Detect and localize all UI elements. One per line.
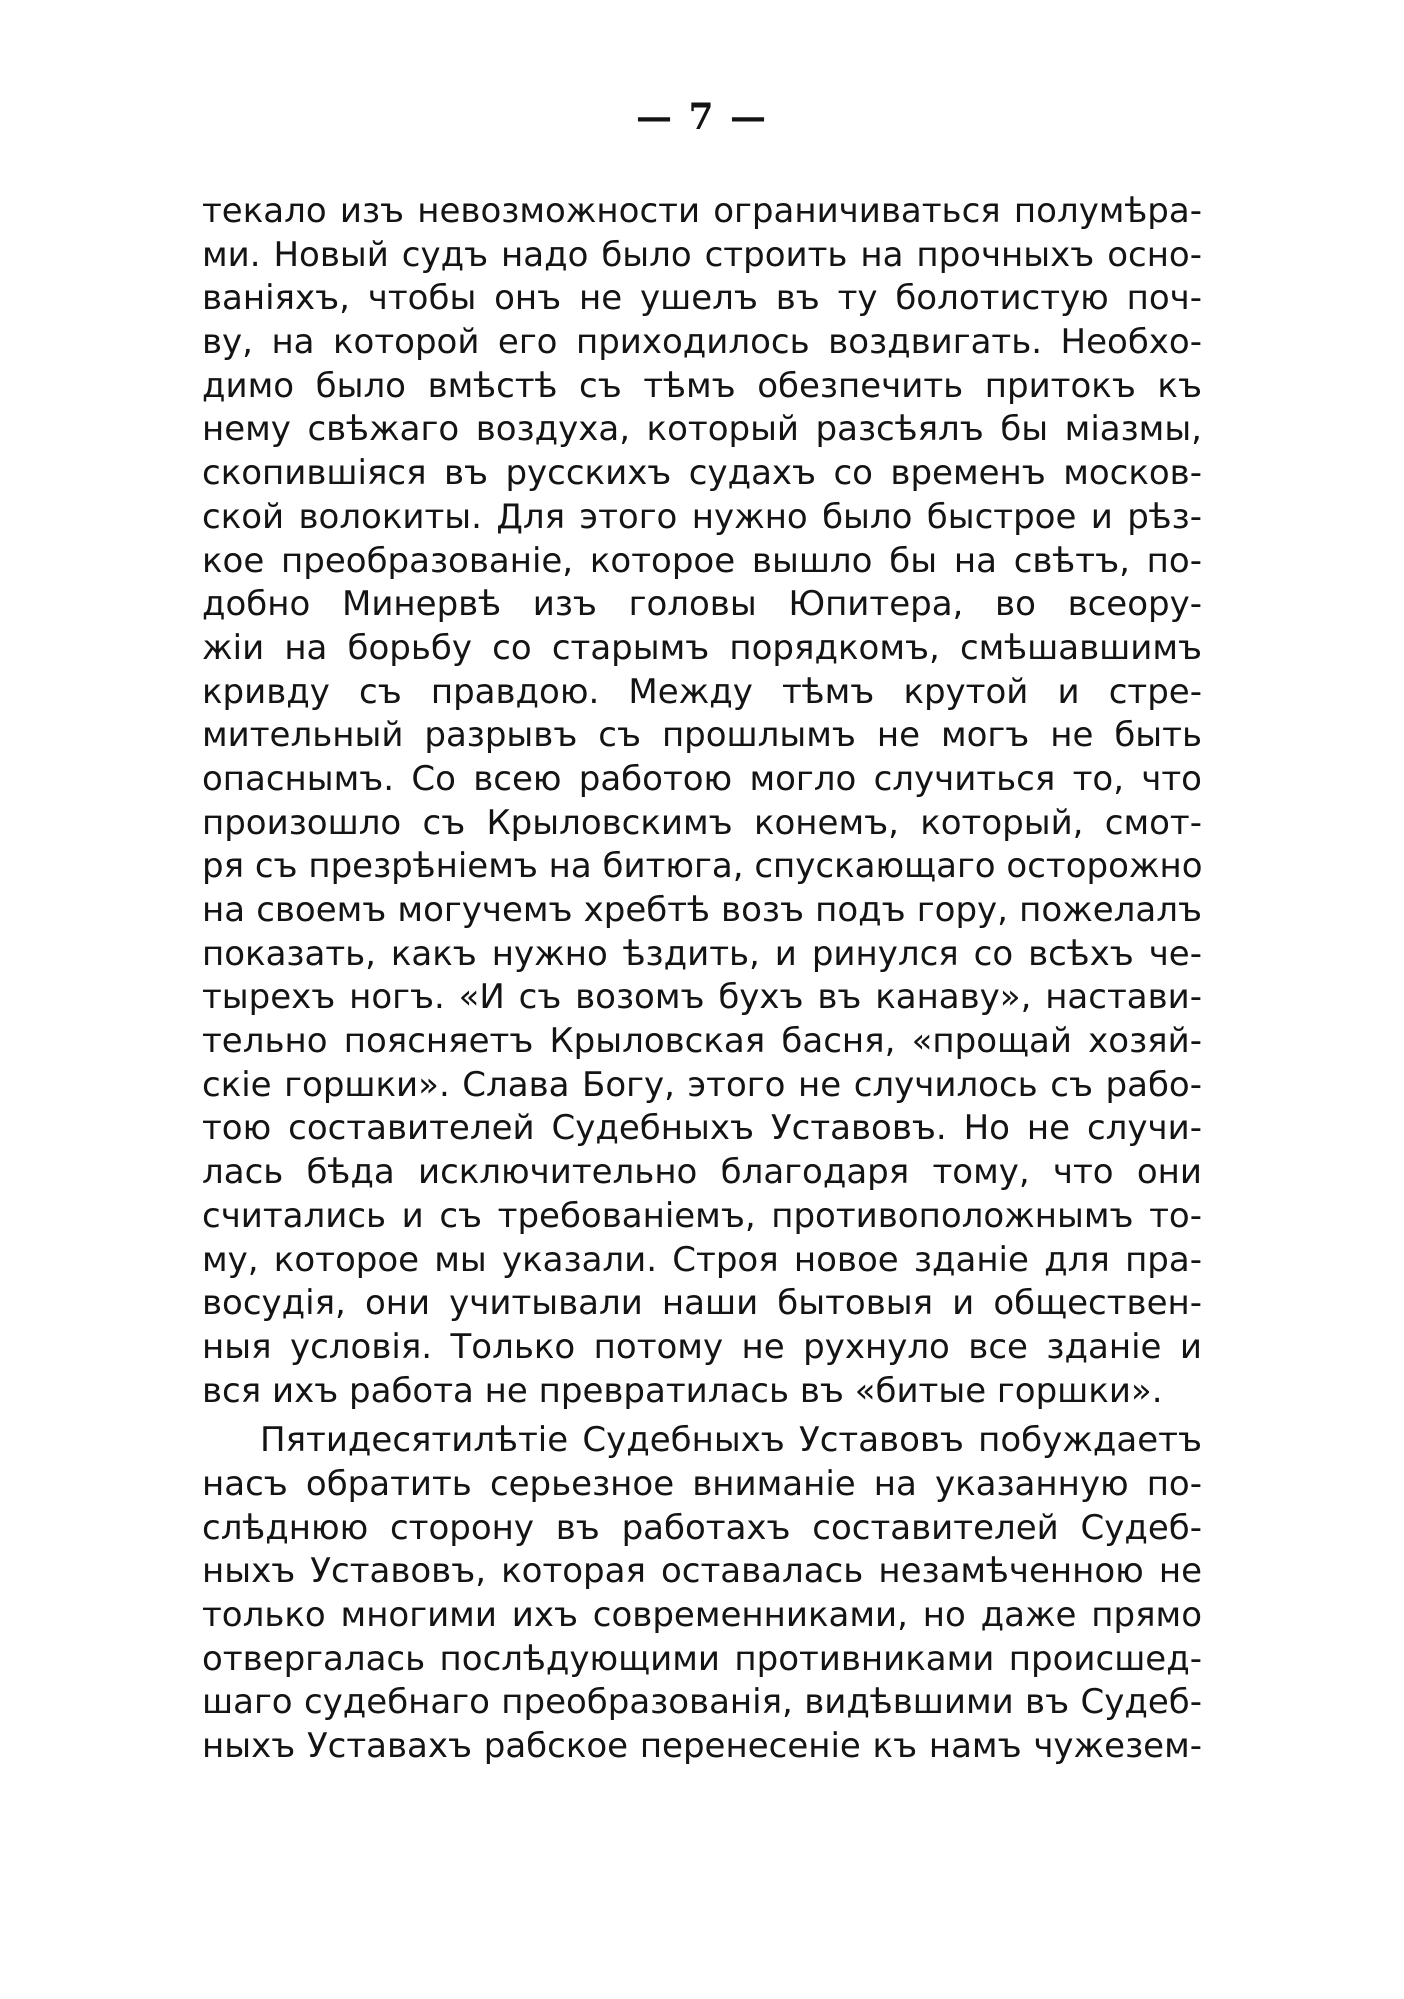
text-line: шаго судебнаго преобразованія, видѣвшими въ Судеб- <box>202 1682 1202 1723</box>
text-line: ныя условія. Только потому не рухнуло все зданіе и <box>202 1326 1202 1367</box>
text-line: лась бѣда исключительно благодаря тому, что они <box>202 1152 1202 1193</box>
text-line: димо было вмѣстѣ съ тѣмъ обезпечить притокъ къ <box>202 365 1202 406</box>
text-line: тельно поясняетъ Крыловская басня, «прощай хозяй- <box>202 1021 1202 1062</box>
text-line: кривду съ правдою. Между тѣмъ крутой и стре- <box>202 671 1202 712</box>
text-line: показать, какъ нужно ѣздить, и ринулся со всѣхъ че- <box>202 933 1202 974</box>
text-line: слѣднюю сторону въ работахъ составителей Судеб- <box>202 1507 1202 1548</box>
text-line: ваніяхъ, чтобы онъ не ушелъ въ ту болотистую поч- <box>202 278 1202 319</box>
text-line: скіе горшки». Слава Богу, этого не случилось съ рабо- <box>202 1064 1202 1105</box>
text-line: добно Минервѣ изъ головы Юпитера, во всеору- <box>202 584 1202 625</box>
text-line: насъ обратить серьезное вниманіе на указанную по- <box>202 1463 1202 1504</box>
paragraph-1 <box>202 190 1202 1413</box>
text-line: текало изъ невозможности ограничиваться полумѣра- <box>202 191 1202 231</box>
text-line: ря съ презрѣніемъ на битюга, спускающаго осторожно <box>202 846 1203 887</box>
text-line: му, которое мы указали. Строя новое зданіе для пра- <box>202 1239 1202 1280</box>
text-line: тою составителей Судебныхъ Уставовъ. Но не случи- <box>202 1108 1202 1149</box>
text-line: ми. Новый судъ надо было строить на прочныхъ осно- <box>202 234 1202 275</box>
text-line: восудія, они учитывали наши бытовыя и обществен- <box>202 1283 1202 1324</box>
text-line: ныхъ Уставовъ, которая оставалась незамѣченною не <box>202 1551 1202 1592</box>
text-line: Пятидесятилѣтіе Судебныхъ Уставовъ побуждаетъ <box>260 1420 1202 1461</box>
text-line: ныхъ Уставахъ рабское перенесеніе къ намъ чужезем- <box>202 1726 1202 1767</box>
text-line: нему свѣжаго воздуха, который разсѣялъ бы міазмы, <box>202 409 1202 450</box>
body-text <box>202 190 1202 1769</box>
text-line: мительный разрывъ съ прошлымъ не могъ не быть <box>202 715 1202 756</box>
text-line: опаснымъ. Со всею работою могло случиться то, что <box>202 758 1202 799</box>
page-number: — 7 — <box>635 96 769 138</box>
text-line: тырехъ ногъ. «И съ возомъ бухъ въ канаву», настави- <box>202 977 1202 1018</box>
paragraph-2 <box>202 1419 1202 1769</box>
text-line: вся ихъ работа не превратилась въ «битые горшки». <box>202 1370 1163 1411</box>
text-line: произошло съ Крыловскимъ конемъ, который, смот- <box>202 802 1202 843</box>
text-line: ву, на которой его приходилось воздвигать. Необхо- <box>202 322 1202 363</box>
text-line: скопившіяся въ русскихъ судахъ со временъ москов- <box>202 453 1202 494</box>
text-line: кое преобразованіе, которое вышло бы на свѣтъ, по- <box>202 540 1202 581</box>
text-line: отвергалась послѣдующими противниками происшед- <box>202 1638 1202 1679</box>
text-line: ской волокиты. Для этого нужно было быстрое и рѣз- <box>202 496 1202 537</box>
text-line: считались и съ требованіемъ, противоположнымъ то- <box>202 1195 1202 1236</box>
text-line: только многими ихъ современниками, но даже прямо <box>202 1595 1202 1635</box>
text-line: жіи на борьбу со старымъ порядкомъ, смѣшавшимъ <box>202 627 1202 668</box>
text-line: на своемъ могучемъ хребтѣ возъ подъ гору, пожелалъ <box>202 890 1202 930</box>
